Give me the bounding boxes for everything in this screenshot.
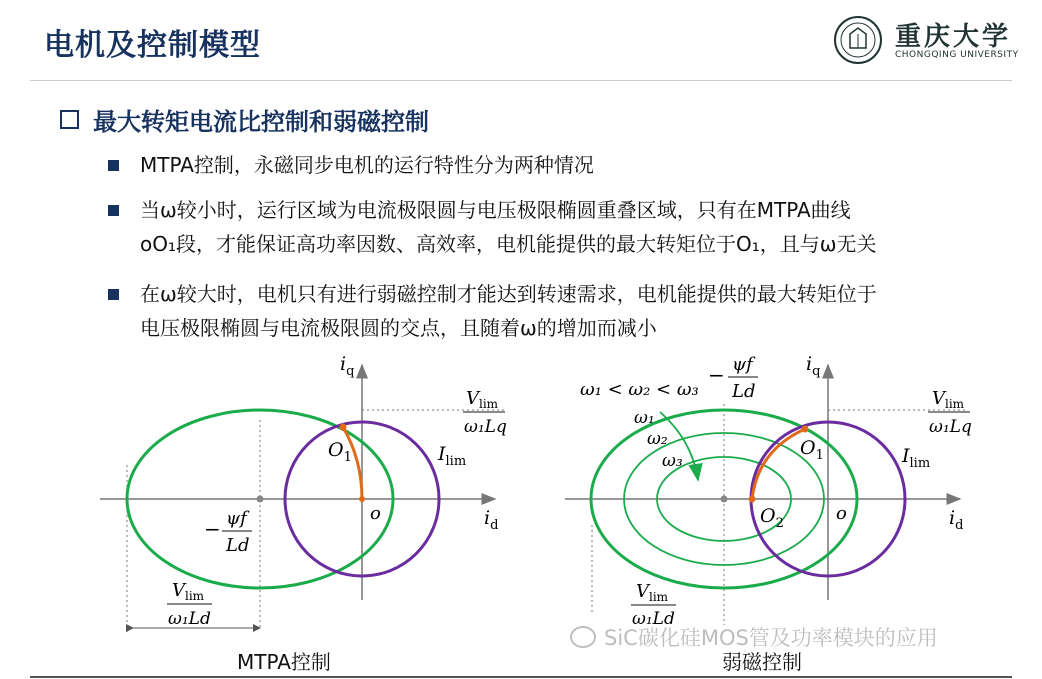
- point-o1: [340, 424, 347, 431]
- center-dot: [721, 496, 728, 503]
- o2-label: $O_2$: [760, 505, 784, 531]
- origin-label: o: [370, 503, 381, 524]
- page-title: 电机及控制模型: [44, 28, 261, 63]
- bullet-line: 在ω较大时，电机只有进行弱磁控制才能达到转速需求，电机能提供的最大转矩位于: [140, 282, 877, 306]
- psi-num: ψf: [226, 508, 247, 529]
- bottom-vlim-den: ω₁Ld: [632, 609, 675, 629]
- vlim-num: $V_{lim}$: [932, 388, 965, 411]
- right-caption: 弱磁控制: [722, 650, 802, 674]
- bullet-text: MTPA控制，永磁同步电机的运行特性分为两种情况: [140, 153, 594, 177]
- vlim-den: ω₁Lq: [464, 417, 507, 437]
- footer-divider: [30, 676, 1012, 678]
- point-o1: [802, 426, 809, 433]
- ilim-label: $I_{lim}$: [438, 443, 467, 469]
- omega2-label: ω₂: [647, 429, 668, 449]
- point-o2: [749, 496, 756, 503]
- omega1-label: ω₁: [634, 408, 655, 428]
- o1-label: $O_1$: [328, 439, 352, 465]
- omega3-label: ω₃: [662, 451, 683, 471]
- watermark: SiC碳化硅MOS管及功率模块的应用: [570, 622, 938, 652]
- axis-iq-label: $i_q$: [340, 353, 355, 379]
- logo-text-en: CHONGQING UNIVERSITY: [895, 50, 1019, 60]
- bullet-line: 电压极限椭圆与电流极限圆的交点，且随着ω的增加而减小: [140, 316, 657, 340]
- center-dot: [257, 496, 264, 503]
- bullet-line: oO₁段，才能保证高功率因数、高效率，电机能提供的最大转矩位于O₁，且与ω无关: [140, 232, 877, 256]
- minus-sign: −: [708, 363, 725, 387]
- vlim-den: ω₁Lq: [929, 417, 972, 437]
- axis-id-label: $i_d$: [949, 507, 964, 533]
- logo-text-cn: 重庆大学: [895, 22, 1012, 52]
- axis-iq-label: $i_q$: [806, 353, 821, 379]
- bottom-vlim-num: $V_{lim}$: [636, 581, 669, 604]
- omega-relation: ω₁ < ω₂ < ω₃: [580, 379, 699, 400]
- origin-label: o: [836, 503, 847, 524]
- psi-den: Ld: [226, 535, 250, 556]
- wechat-icon: [570, 626, 596, 648]
- vlim-num: $V_{lim}$: [466, 388, 499, 411]
- axis-id-label: $i_d$: [484, 507, 499, 533]
- bottom-vlim-den: ω₁Ld: [168, 609, 211, 629]
- minus-sign: −: [204, 517, 221, 541]
- psi-den: Ld: [732, 381, 756, 402]
- section-title: 最大转矩电流比控制和弱磁控制: [93, 108, 429, 136]
- right-diagram: [565, 353, 972, 629]
- bottom-vlim-num: $V_{lim}$: [172, 580, 205, 603]
- ilim-label: $I_{lim}$: [902, 445, 931, 471]
- psi-num: ψf: [732, 354, 753, 375]
- origin-dot: [359, 496, 365, 502]
- left-caption: MTPA控制: [237, 650, 331, 674]
- bullet-line: 当ω较小时，运行区域为电流极限圆与电压极限椭圆重叠区域，只有在MTPA曲线: [140, 198, 851, 222]
- left-diagram: [100, 353, 507, 632]
- o1-label: $O_1$: [800, 437, 824, 463]
